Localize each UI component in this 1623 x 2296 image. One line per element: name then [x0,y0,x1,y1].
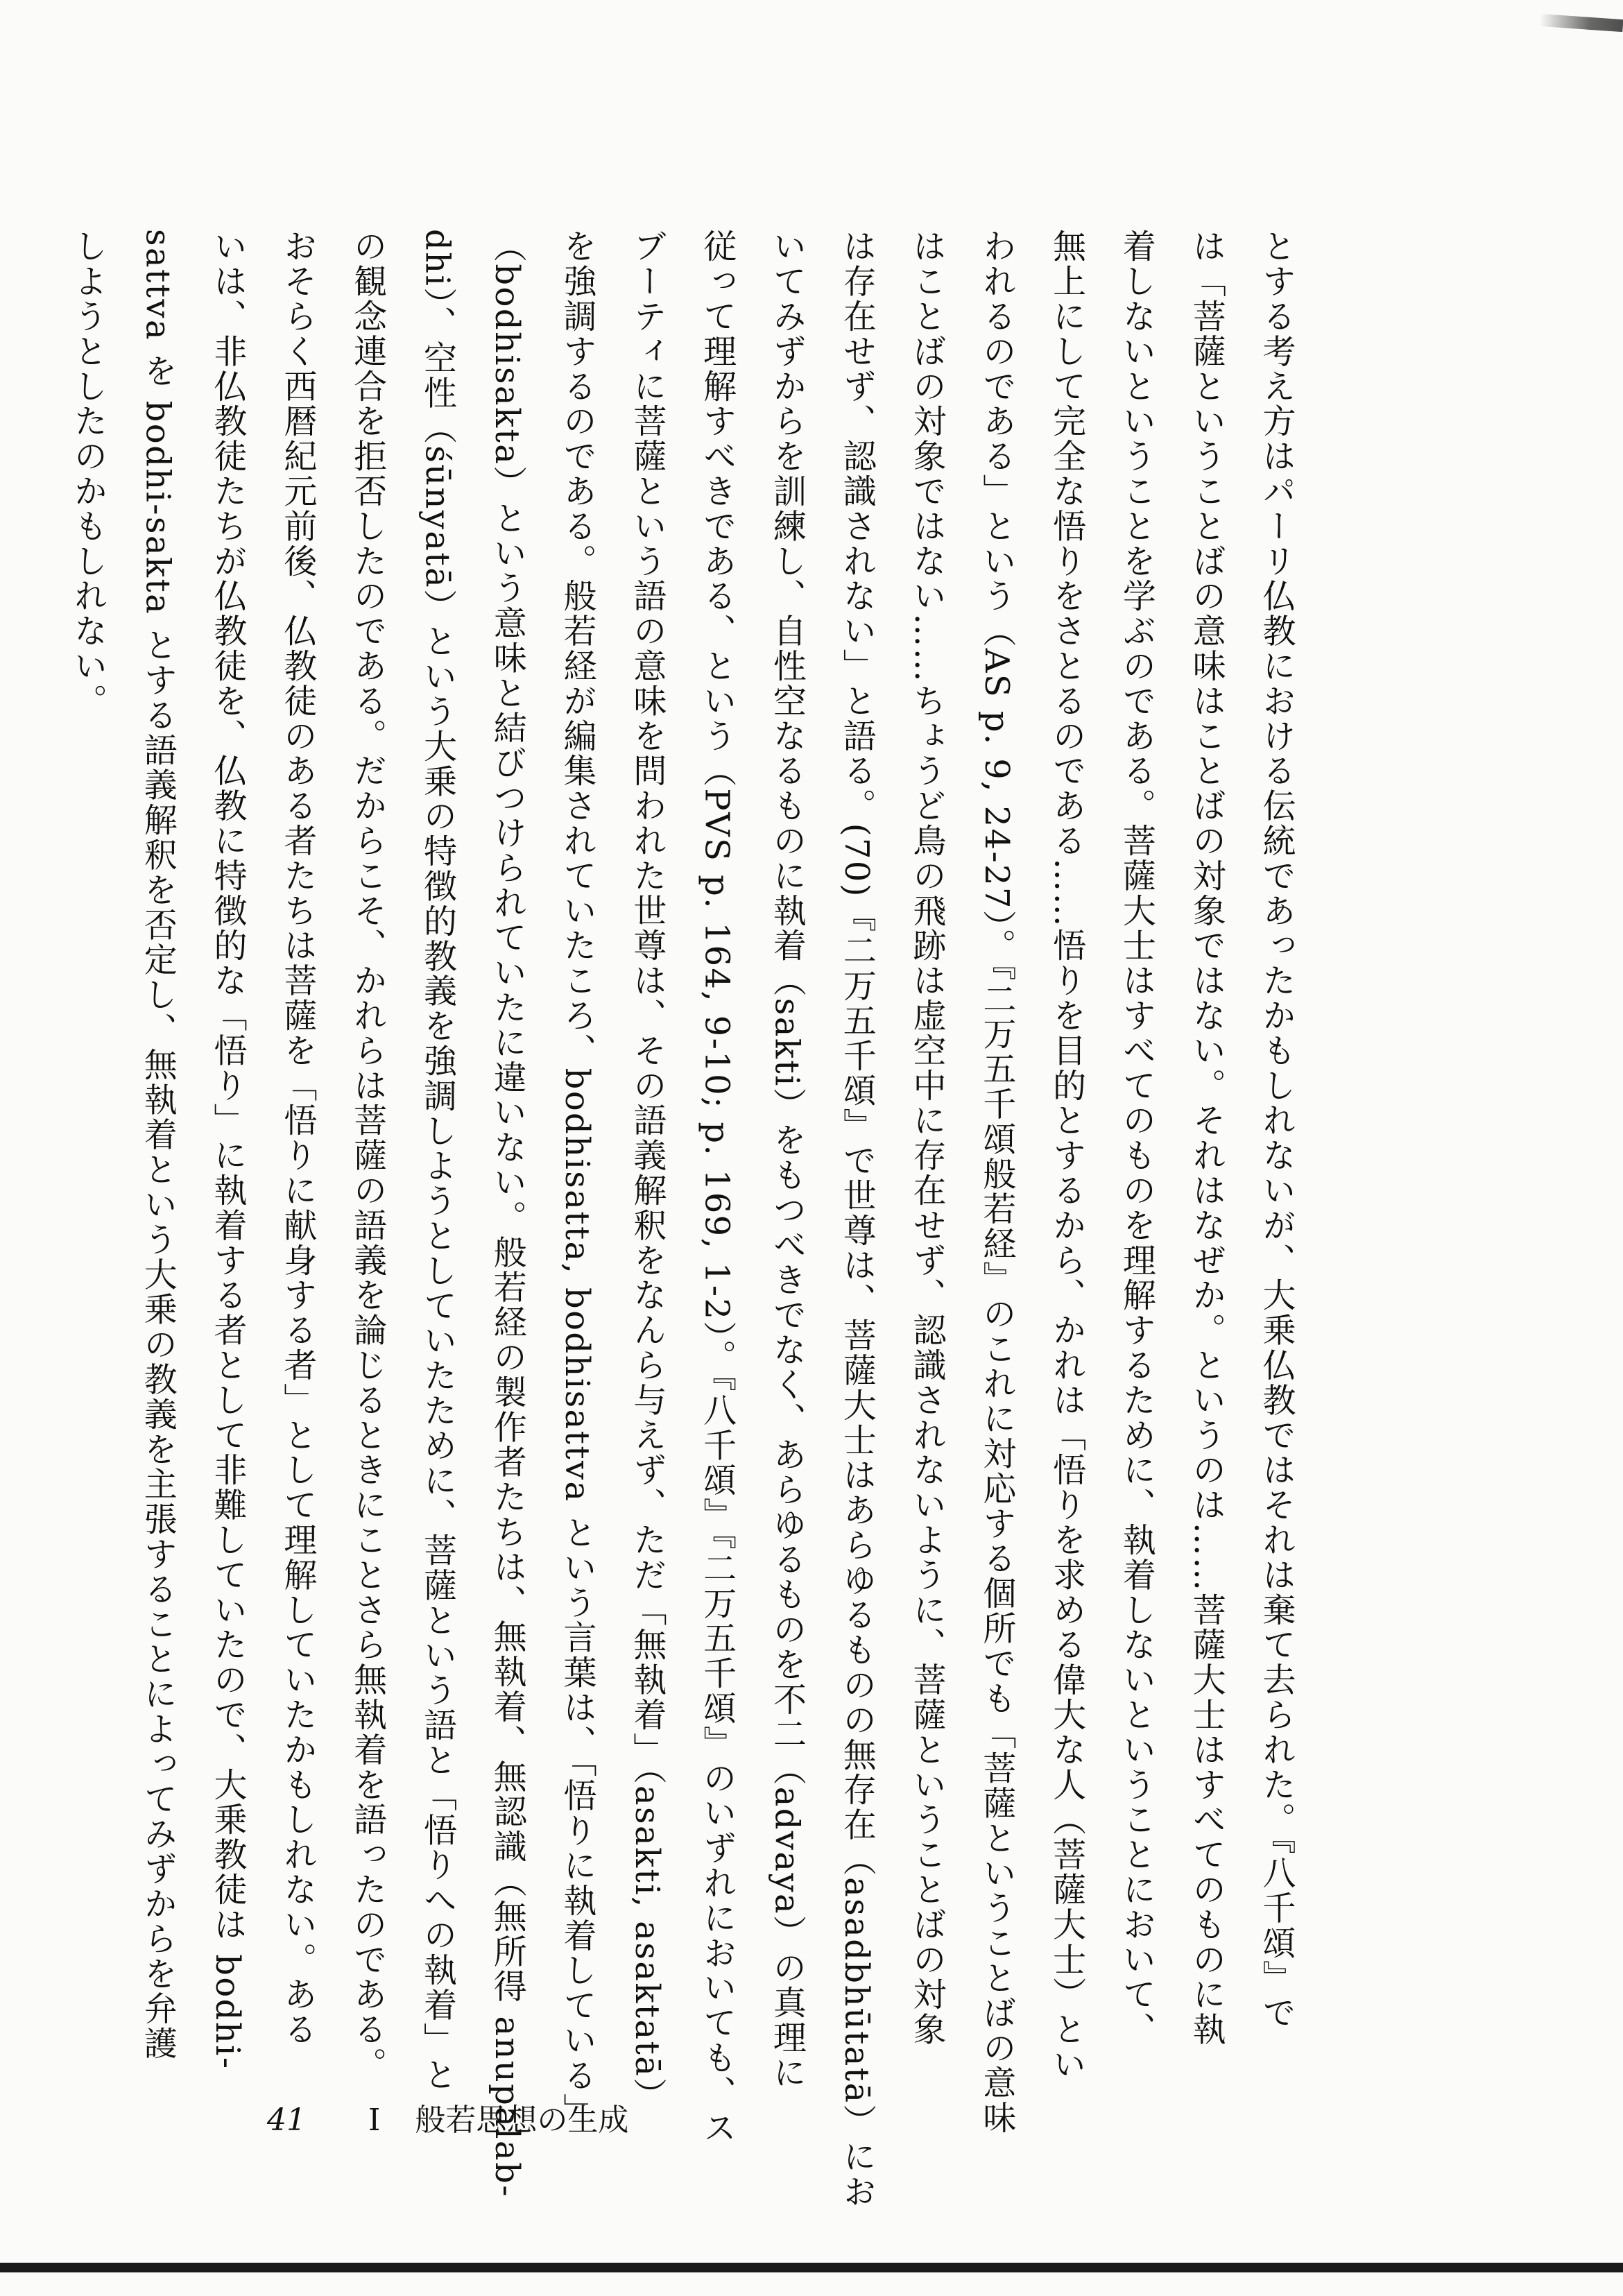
text-line-7: は存在せず、認識されない」と語る。(70)『二万五千頌』で世尊は、菩薩大士はあらゆるものの無存在（asadbhūtatā）にお [837,229,877,2209]
text-line-4: 無上にして完全な悟りをさとるのである……悟りを目的とするから、かれは「悟りを求める偉大な人（菩薩大士）とい [1047,229,1086,2082]
text-line-13: dhi）、空性（śūnyatā）という大乗の特徴的教義を強調しようとしていたために、菩薩という語と「悟りへの執着」と [418,229,457,2093]
text-line-10: ブーティに菩薩という語の意味を問われた世尊は、その語義解釈をなんら与えず、ただ「無執着」（asakti, asaktatā） [627,229,667,2113]
part-number: I [368,2102,381,2138]
text-line-18: しようとしたのかもしれない。 [68,229,108,719]
text-line-15: おそらく西暦紀元前後、仏教徒のある者たちは菩薩を「悟りに献身する者」として理解していたかもしれない。ある [277,229,317,2047]
text-line-9: 従って理解すべきである、という（PVS p. 164, 9-10; p. 169, 1-2）。『八千頌』『二万五千頌』のいずれにおいても、ス [697,229,737,2145]
running-title: 般若思想の生成 [415,2102,629,2138]
text-line-6: はことばの対象ではない……ちょうど鳥の飛跡は虚空中に存在せず、認識されないように、菩薩ということばの対象 [907,229,947,2047]
page-footer [267,2095,628,2139]
text-line-8: いてみずからを訓練し、自性空なるものに執着（sakti）をもつべきでなく、あらゆるものを不二（advaya）の真理に [767,229,807,2090]
page-number: 41 [267,2102,306,2138]
text-line-12: （bodhisakta）という意味と結びつけられていたに違いない。般若経の製作者たちは、無執着、無認識（無所得 anupalab- [488,229,527,2198]
text-line-3: 着しないということを学ぶのである。菩薩大士はすべてのものを理解するために、執着しないということにおいて、 [1117,229,1156,2047]
text-line-11: を強調するのである。般若経が編集されていたころ、bodhisatta, bodhisattva という言葉は、「悟りに執着している」 [558,229,597,2128]
text-line-16: いは、非仏教徒たちが仏教徒を、仏教に特徴的な「悟り」に執着する者として非難していたので、大乗教徒は bodhi- [208,229,248,2071]
text-line-14: の観念連合を拒否したのである。だからこそ、かれらは菩薩の語義を論じるときにことさら無執着を語ったのである。 [347,229,387,2082]
text-line-2: は「菩薩ということばの意味はことばの対象ではない。それはなぜか。というのは……菩薩大士はすべてのものに執 [1187,229,1226,2047]
text-line-1: とする考え方はパーリ仏教における伝統であったかもしれないが、大乗仏教ではそれは棄て去られた。『八千頌』で [1257,229,1296,2030]
scan-bottom-edge [0,2263,1623,2272]
text-line-17: sattva を bodhi-sakta とする語義解釈を否定し、無執着という大乗の教義を主張することによってみずからを弁護 [138,229,178,2062]
scan-corner-mark [1540,14,1623,32]
text-line-5: われるのである」という（AS p. 9, 24-27）。『二万五千頌般若経』のこれに対応する個所でも「菩薩ということばの意味 [977,229,1016,2136]
